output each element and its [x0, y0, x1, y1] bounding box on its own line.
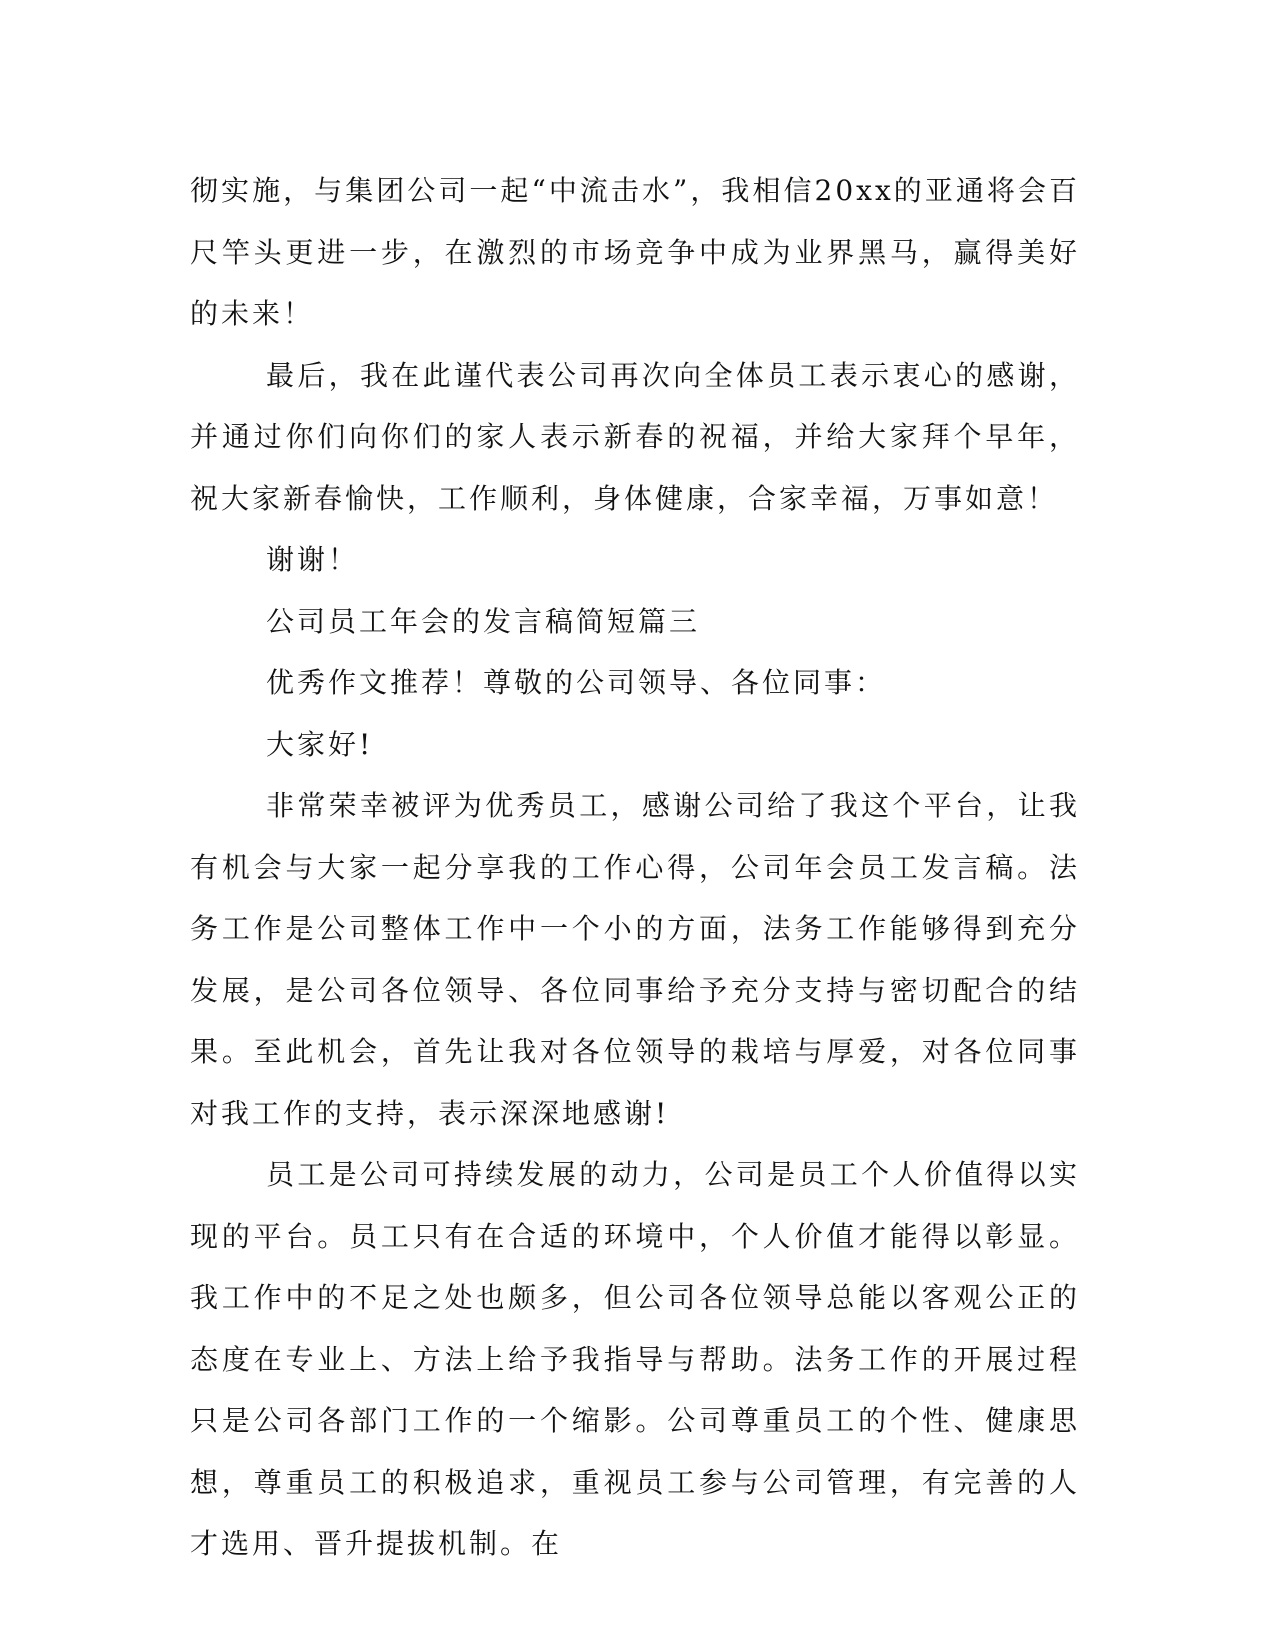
paragraph-2: 最后，我在此谨代表公司再次向全体员工表示衷心的感谢，并通过你们向你们的家人表示新春的祝福，并给大家拜个早年，祝大家新春愉快，工作顺利，身体健康，合家幸福，万事如意！	[190, 358, 1080, 515]
paragraph-7: 非常荣幸被评为优秀员工，感谢公司给了我这个平台，让我有机会与大家一起分享我的工作心得，公司年会员工发言稿。法务工作是公司整体工作中一个小的方面，法务工作能够得到充分发展，是公司各位领导、各位同事给予充分支持与密切配合的结果。至此机会，首先让我对各位领导的栽培与厚爱，对各位同事对我工作的支持，表示深深地感谢!	[190, 789, 1080, 1130]
greeting: 大家好!	[266, 727, 374, 761]
paragraph-1: 彻实施，与集团公司一起“中流击水”，我相信20xx的亚通将会百尺竿头更进一步，在激烈的市场竞争中成为业界黑马，赢得美好的未来！	[190, 174, 1080, 330]
section-heading: 公司员工年会的发言稿简短篇三	[266, 604, 701, 638]
paragraph-3: 谢谢！	[266, 543, 360, 576]
paragraph-8: 员工是公司可持续发展的动力，公司是员工个人价值得以实现的平台。员工只有在合适的环境中，个人价值才能得以彰显。我工作中的不足之处也颇多，但公司各位领导总能以客观公正的态度在专业上、方法上给予我指导与帮助。法务工作的开展过程只是公司各部门工作的一个缩影。公司尊重员工的个性、健康思想，尊重员工的积极追求，重视员工参与公司管理，有完善的人才选用、晋升提拔机制。在	[190, 1158, 1080, 1560]
document-body	[190, 160, 1080, 1575]
salutation: 优秀作文推荐！尊敬的公司领导、各位同事：	[266, 666, 887, 699]
